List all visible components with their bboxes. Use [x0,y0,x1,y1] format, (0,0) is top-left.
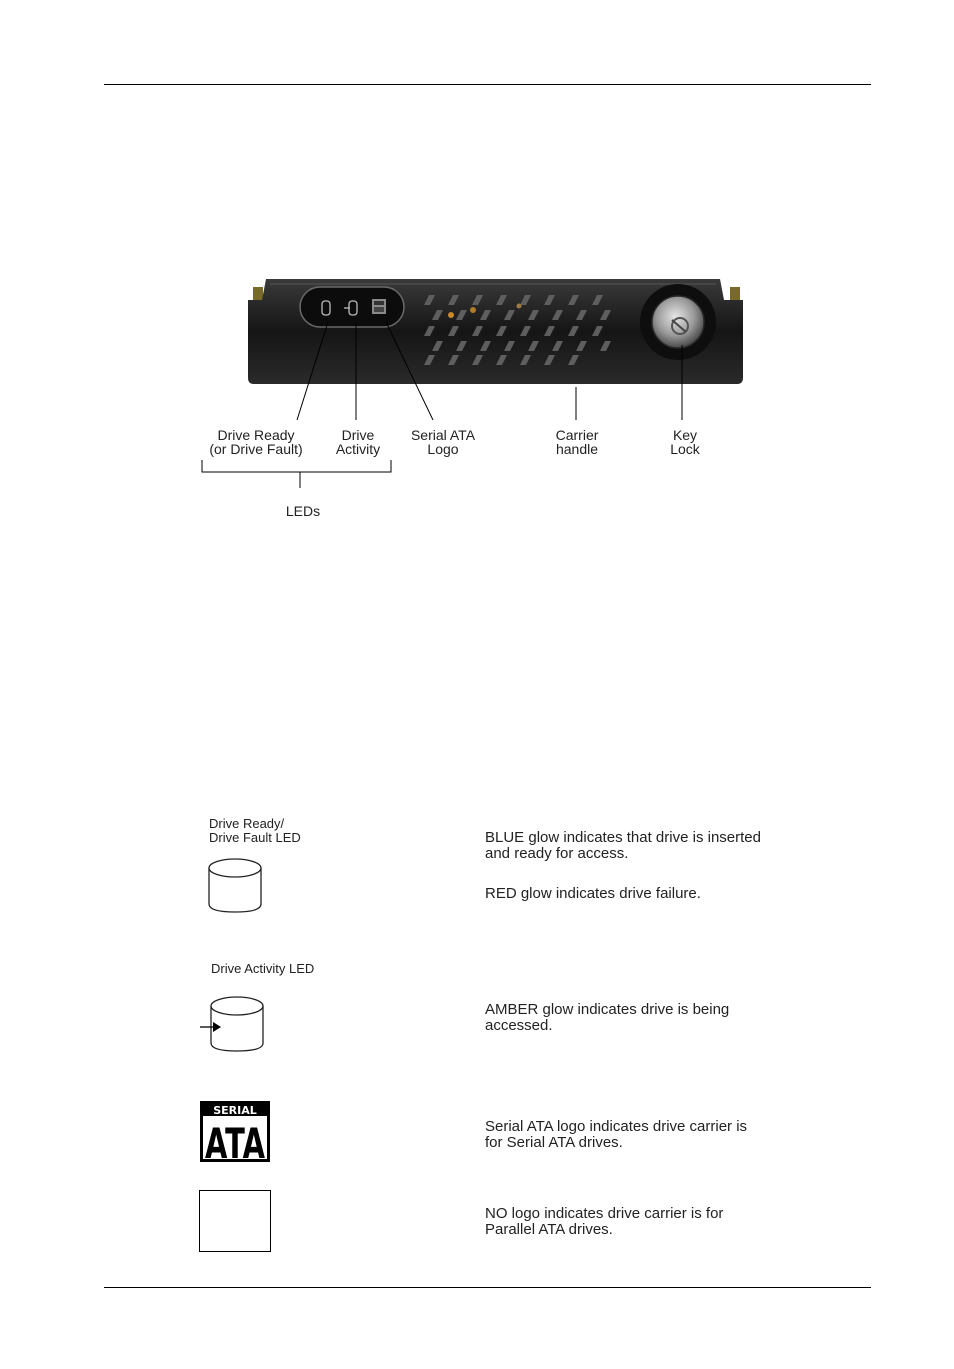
serial-ata-logo-callout: Serial ATA Logo [410,427,476,457]
svg-text:ATA: ATA [205,1119,266,1168]
led-cylinder-icon [209,859,261,877]
key-lock-callout: Key Lock [670,427,700,457]
blue-glow-description: BLUE glow indicates that drive is inserted and ready for access. [485,829,761,862]
key-lock-icon [652,296,704,348]
drive-ready-led-title: Drive Ready/ Drive Fault LED [209,816,301,845]
drive-activity-led-title: Drive Activity LED [211,961,315,976]
sata-logo-description: Serial ATA logo indicates drive carrier is for Serial ATA drives. [485,1118,748,1151]
amber-glow-description: AMBER glow indicates drive is being accessed. [485,1001,730,1034]
drive-ready-callout: Drive Ready (or Drive Fault) [209,427,303,457]
carrier-handle-callout: Carrier handle [555,427,599,457]
no-logo-description: NO logo indicates drive carrier is for Parallel ATA drives. [485,1205,724,1238]
no-logo-box [200,1191,271,1252]
serial-ata-logo [200,1101,270,1168]
red-glow-description: RED glow indicates drive failure. [485,885,701,902]
svg-text:SERIAL: SERIAL [213,1104,257,1117]
drive-ready-led-symbol [209,859,261,912]
drive-carrier-front-photo [248,279,743,384]
drive-activity-callout: Drive Activity [335,427,381,457]
drive-activity-led-symbol [200,997,263,1051]
leds-callout: LEDs [285,503,321,519]
led-window [300,287,404,327]
